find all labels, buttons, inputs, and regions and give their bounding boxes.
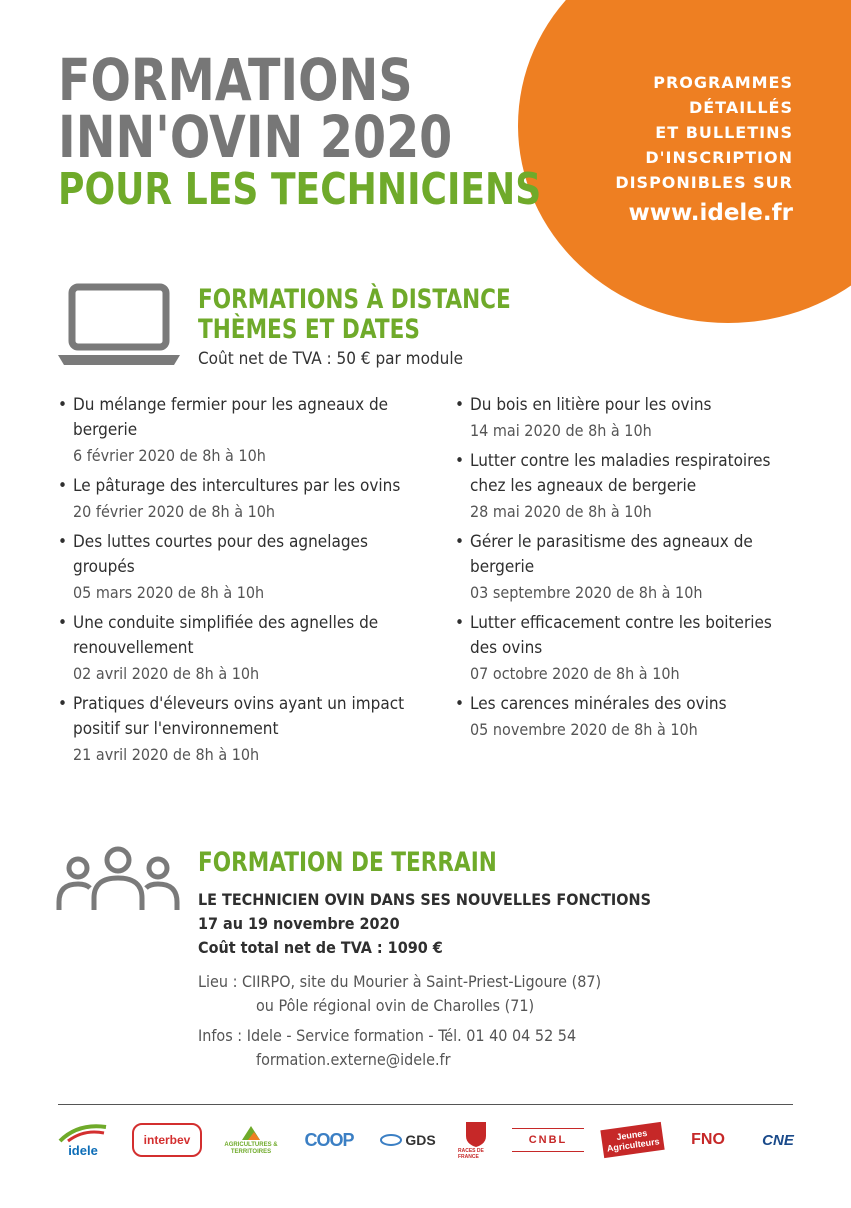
divider [58, 1104, 793, 1105]
lieu-line-2: ou Pôle régional ovin de Charolles (71) [256, 996, 535, 1015]
logo-gds-text: GDS [405, 1132, 436, 1148]
promo-line: ET BULLETINS [655, 123, 793, 142]
promo-line: DISPONIBLES SUR [615, 173, 793, 192]
distance-heading [198, 285, 511, 345]
course-date: 28 mai 2020 de 8h à 10h [470, 502, 652, 521]
course-date: 07 octobre 2020 de 8h à 10h [470, 664, 680, 683]
course-date: 14 mai 2020 de 8h à 10h [470, 421, 652, 440]
promo-text [533, 70, 793, 226]
partner-logos [52, 1112, 802, 1168]
logo-cne-text: CNE [762, 1131, 794, 1149]
course-date: 05 mars 2020 de 8h à 10h [73, 583, 265, 602]
terrain-cost: Coût total net de TVA : 1090 € [198, 938, 443, 957]
course-title: • Du bois en litière pour les ovins [455, 393, 795, 418]
course-title: • Lutter efficacement contre les boiteries des ovins [455, 611, 795, 661]
promo-line: PROGRAMMES [653, 73, 793, 92]
course-title: • Des luttes courtes pour des agnelages groupés [58, 530, 428, 580]
logo-races-de-france [458, 1114, 494, 1166]
course-title: • Lutter contre les maladies respiratoires chez les agneaux de bergerie [455, 449, 795, 499]
course-list-right [455, 393, 795, 748]
logo-agricultures [220, 1114, 282, 1166]
terrain-dates: 17 au 19 novembre 2020 [198, 914, 400, 933]
distance-heading-2: THÈMES ET DATES [198, 314, 420, 345]
gds-swirl-icon [380, 1133, 402, 1147]
list-item [58, 611, 428, 686]
list-item [455, 530, 795, 605]
logo-interbev-text: interbev [143, 1133, 191, 1147]
logo-idele-text: idele [68, 1142, 98, 1158]
laptop-icon [56, 283, 184, 367]
logo-cnbl-text: CNBL [528, 1134, 568, 1146]
terrain-subtitle: LE TECHNICIEN OVIN DANS SES NOUVELLES FONCTIONS [198, 890, 651, 909]
course-date: 05 novembre 2020 de 8h à 10h [470, 720, 698, 739]
logo-cnbl [512, 1128, 584, 1152]
distance-heading-1: FORMATIONS À DISTANCE [198, 284, 511, 315]
infos-line-1: Infos : Idele - Service formation - Tél. 01 40 04 52 54 [198, 1026, 577, 1045]
website-link[interactable]: www.idele.fr [628, 200, 793, 226]
list-item [58, 474, 428, 524]
distance-cost: Coût net de TVA : 50 € par module [198, 349, 464, 369]
logo-jeunes-agriculteurs [602, 1114, 662, 1166]
list-item [455, 692, 795, 742]
course-title: • Gérer le parasitisme des agneaux de bergerie [455, 530, 795, 580]
course-date: 03 septembre 2020 de 8h à 10h [470, 583, 703, 602]
logo-fno [680, 1114, 736, 1166]
list-item [58, 530, 428, 605]
title-line-2: INN'OVIN 2020 [58, 103, 453, 171]
logo-interbev [132, 1123, 202, 1157]
course-date: 6 février 2020 de 8h à 10h [73, 446, 266, 465]
course-date: 20 février 2020 de 8h à 10h [73, 502, 276, 521]
logo-idele [52, 1114, 114, 1166]
terrain-details [198, 888, 651, 960]
course-title: • Le pâturage des intercultures par les ovins [58, 474, 428, 499]
course-date: 21 avril 2020 de 8h à 10h [73, 745, 260, 764]
logo-coop [300, 1114, 358, 1166]
course-title: • Les carences minérales des ovins [455, 692, 795, 717]
list-item [455, 611, 795, 686]
shield-icon [464, 1120, 488, 1148]
course-title: • Pratiques d'éleveurs ovins ayant un impact positif sur l'environnement [58, 692, 428, 742]
logo-ja-text: Jeunes Agriculteurs [600, 1122, 664, 1158]
logo-fno-text: FNO [691, 1131, 725, 1148]
list-item [58, 393, 428, 468]
logo-agricultures-text: AGRICULTURES & TERRITOIRES [224, 1142, 278, 1155]
promo-line: D'INSCRIPTION [645, 148, 793, 167]
promo-line: DÉTAILLÉS [688, 98, 793, 117]
title-line-1: FORMATIONS [58, 46, 413, 114]
course-title: • Une conduite simplifiée des agnelles de renouvellement [58, 611, 428, 661]
list-item [455, 449, 795, 524]
logo-cne [754, 1114, 802, 1166]
leaf-icon [240, 1124, 262, 1142]
course-date: 02 avril 2020 de 8h à 10h [73, 664, 260, 683]
title-line-3: POUR LES TECHNICIENS [58, 164, 542, 215]
logo-coop-text: COOP [304, 1129, 354, 1150]
list-item [455, 393, 795, 443]
group-icon [56, 846, 180, 912]
course-title: • Du mélange fermier pour les agneaux de bergerie [58, 393, 428, 443]
email-link[interactable]: formation.externe@idele.fr [256, 1050, 451, 1069]
terrain-lieu [198, 970, 601, 1018]
terrain-infos [198, 1024, 576, 1072]
idele-swoosh-icon [58, 1123, 108, 1143]
course-list-left [58, 393, 428, 773]
lieu-line-1: Lieu : CIIRPO, site du Mourier à Saint-Priest-Ligoure (87) [198, 972, 602, 991]
page-title [58, 46, 542, 215]
logo-gds [376, 1114, 440, 1166]
logo-races-text: RACES DE FRANCE [458, 1148, 484, 1160]
list-item [58, 692, 428, 767]
terrain-heading: FORMATION DE TERRAIN [198, 847, 497, 878]
